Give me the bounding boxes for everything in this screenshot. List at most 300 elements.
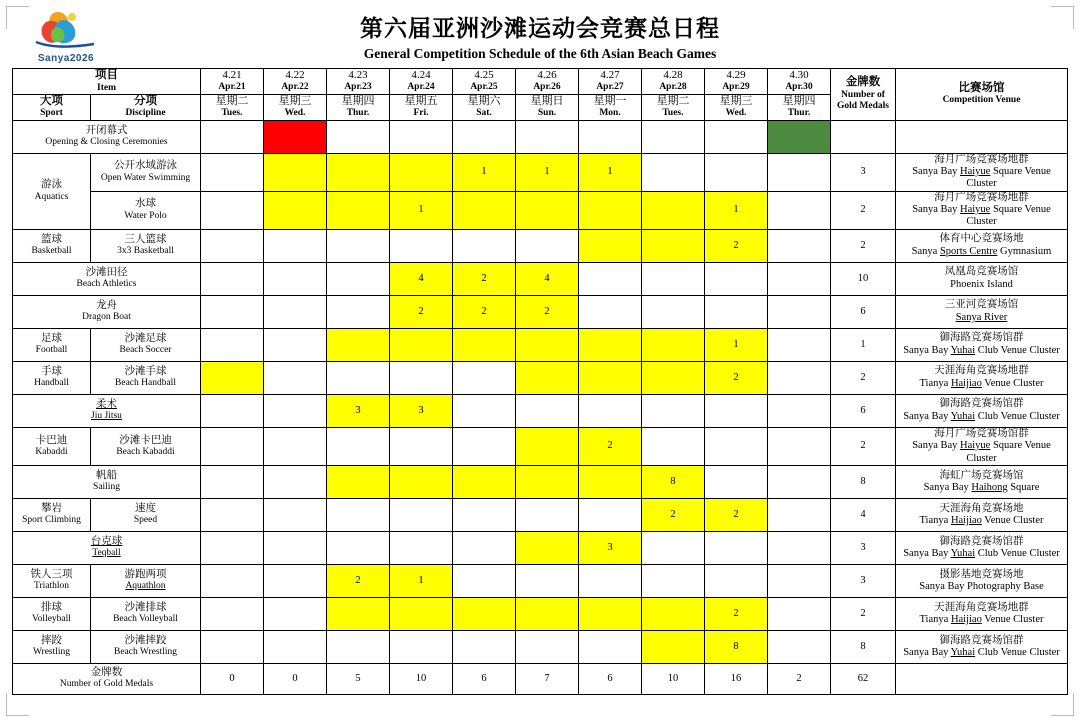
gold-medal-count: 10: [831, 262, 896, 295]
daily-gold-total-day-1: 0: [201, 663, 264, 694]
schedule-cell-day-8: 8: [642, 465, 705, 498]
schedule-cell-day-2: [264, 295, 327, 328]
venue-cell: [896, 630, 1068, 663]
schedule-cell-day-6: [516, 229, 579, 262]
grand-total-gold: 62: [831, 663, 896, 694]
daily-gold-total-day-4: 10: [390, 663, 453, 694]
table-header: [13, 69, 1068, 121]
table-row: [13, 394, 1068, 427]
schedule-cell-day-4: 1: [390, 564, 453, 597]
row-name-cell: [13, 120, 201, 153]
venue-cn: 御海路竞赛场馆群: [939, 535, 1024, 547]
daily-gold-total-day-8: 10: [642, 663, 705, 694]
header-date-5: 4.26 Apr.26: [516, 69, 579, 95]
venue-en: Sanya River: [955, 311, 1008, 323]
games-logo: [22, 8, 110, 66]
table-row: [13, 295, 1068, 328]
discipline-en: Beach Handball: [115, 378, 176, 389]
row-name-en: Sailing: [93, 482, 120, 493]
schedule-cell-day-7: [579, 498, 642, 531]
daily-gold-total-day-3: 5: [327, 663, 390, 694]
row-name-cell: [13, 394, 201, 427]
table-row: [13, 564, 1068, 597]
schedule-cell-day-4: [390, 630, 453, 663]
schedule-cell-day-5: 2: [453, 295, 516, 328]
table-row: [13, 597, 1068, 630]
header-sport: 大项 Sport: [13, 94, 91, 120]
venue-en: Sanya Bay Yuhai Club Venue Cluster: [903, 646, 1060, 658]
schedule-cell-day-1: [201, 597, 264, 630]
row-name-en: Teqball: [92, 548, 121, 559]
row-name-cn: 龙舟: [96, 299, 117, 311]
gold-medal-count: 4: [831, 498, 896, 531]
sport-cn: 卡巴迪: [35, 434, 68, 446]
discipline-cell: [91, 229, 201, 262]
schedule-cell-day-9: [705, 262, 768, 295]
total-label-cell: [13, 663, 201, 694]
header-date-6: 4.27 Apr.27: [579, 69, 642, 95]
sport-en: Aquatics: [34, 191, 69, 202]
discipline-cell: [91, 427, 201, 465]
schedule-cell-day-6: 2: [516, 295, 579, 328]
venue-cell: [896, 262, 1068, 295]
header-row-dates: [13, 69, 1068, 95]
schedule-cell-day-2: [264, 465, 327, 498]
corner-mark-bottom-left: [6, 693, 29, 716]
schedule-cell-day-1: [201, 153, 264, 191]
venue-cell: [896, 498, 1068, 531]
schedule-cell-day-9: 1: [705, 191, 768, 229]
discipline-en: 3x3 Basketball: [117, 246, 174, 257]
header-item-en: Item: [97, 82, 116, 93]
schedule-cell-day-3: 2: [327, 564, 390, 597]
venue-cell: [896, 531, 1068, 564]
schedule-cell-day-8: [642, 191, 705, 229]
venue-cell: [896, 328, 1068, 361]
table-row: [13, 427, 1068, 465]
table-row: [13, 120, 1068, 153]
schedule-cell-day-10: [768, 531, 831, 564]
sport-cell: [13, 361, 91, 394]
header-gold-medals: 金牌数 Number of Gold Medals: [831, 69, 896, 121]
logo-wordmark: Sanya2026: [37, 53, 95, 64]
schedule-cell-day-5: [453, 394, 516, 427]
schedule-cell-day-8: [642, 564, 705, 597]
table-row: [13, 630, 1068, 663]
schedule-cell-day-10: [768, 394, 831, 427]
discipline-cell: [91, 153, 201, 191]
row-name-en: Beach Athletics: [76, 279, 137, 290]
row-name-en: Opening & Closing Ceremonies: [45, 137, 168, 148]
schedule-cell-day-5: [453, 630, 516, 663]
schedule-cell-day-10: [768, 328, 831, 361]
schedule-cell-day-4: [390, 120, 453, 153]
sport-en: Triathlon: [33, 581, 70, 592]
schedule-cell-day-8: [642, 295, 705, 328]
schedule-cell-day-10: [768, 427, 831, 465]
schedule-cell-day-8: [642, 427, 705, 465]
row-name-en: Jiu Jitsu: [91, 411, 122, 422]
schedule-cell-day-3: [327, 120, 390, 153]
schedule-cell-day-10: [768, 597, 831, 630]
header-weekday-8: 星期三 Wed.: [705, 94, 768, 120]
schedule-cell-day-8: [642, 153, 705, 191]
venue-en: Phoenix Island: [950, 278, 1013, 290]
schedule-cell-day-9: [705, 120, 768, 153]
schedule-cell-day-8: [642, 630, 705, 663]
schedule-cell-day-3: [327, 465, 390, 498]
discipline-cell: [91, 498, 201, 531]
discipline-cn: 速度: [135, 503, 156, 515]
schedule-cell-day-10: [768, 153, 831, 191]
schedule-cell-day-9: [705, 427, 768, 465]
schedule-cell-day-10: [768, 262, 831, 295]
venue-cn: 海月广场竞赛场地群: [934, 191, 1029, 203]
schedule-cell-day-5: [453, 564, 516, 597]
schedule-cell-day-7: [579, 120, 642, 153]
schedule-cell-day-10: [768, 361, 831, 394]
total-label-en: Number of Gold Medals: [59, 679, 154, 690]
schedule-cell-day-3: [327, 262, 390, 295]
venue-cn: 海虹广场竞赛场馆: [939, 469, 1024, 481]
schedule-cell-day-7: 3: [579, 531, 642, 564]
schedule-cell-day-1: [201, 328, 264, 361]
schedule-cell-day-5: [453, 465, 516, 498]
schedule-cell-day-9: 2: [705, 597, 768, 630]
schedule-cell-day-9: 2: [705, 498, 768, 531]
venue-en: Sanya Bay Haiyue Square Venue Cluster: [912, 204, 1051, 228]
sport-cn: 攀岩: [41, 503, 62, 515]
discipline-en: Beach Volleyball: [113, 614, 178, 625]
gold-medal-count: 2: [831, 427, 896, 465]
row-name-cell: [13, 465, 201, 498]
discipline-cn: 沙滩手球: [124, 365, 167, 377]
venue-en: Sanya Bay Haiyue Square Venue Cluster: [912, 440, 1051, 464]
daily-gold-total-day-10: 2: [768, 663, 831, 694]
table-row: [13, 531, 1068, 564]
schedule-cell-day-1: [201, 630, 264, 663]
discipline-cn: 公开水域游泳: [114, 160, 177, 172]
schedule-cell-day-4: 3: [390, 394, 453, 427]
schedule-cell-day-4: 4: [390, 262, 453, 295]
schedule-cell-day-7: [579, 465, 642, 498]
schedule-cell-day-7: [579, 361, 642, 394]
schedule-cell-day-1: [201, 361, 264, 394]
schedule-cell-day-2: [264, 361, 327, 394]
discipline-cell: [91, 361, 201, 394]
sport-en: Handball: [34, 378, 69, 389]
sport-cn: 足球: [41, 332, 62, 344]
schedule-cell-day-3: [327, 498, 390, 531]
row-name-cell: [13, 262, 201, 295]
header-weekday-2: 星期四 Thur.: [327, 94, 390, 120]
schedule-cell-day-4: [390, 153, 453, 191]
gold-medal-count: 2: [831, 229, 896, 262]
schedule-cell-day-10: [768, 191, 831, 229]
schedule-cell-day-5: 2: [453, 262, 516, 295]
gold-medal-count: 3: [831, 531, 896, 564]
discipline-cn: 沙滩摔跤: [124, 635, 167, 647]
schedule-cell-day-1: [201, 564, 264, 597]
schedule-cell-day-8: [642, 120, 705, 153]
sport-cn: 手球: [41, 365, 62, 377]
header-date-4: 4.25 Apr.25: [453, 69, 516, 95]
discipline-cell: [91, 564, 201, 597]
schedule-cell-day-6: 4: [516, 262, 579, 295]
schedule-cell-day-7: [579, 630, 642, 663]
page-title-cn: 第六届亚洲沙滩运动会竞赛总日程: [360, 16, 720, 41]
venue-cell: [896, 191, 1068, 229]
schedule-cell-day-5: [453, 191, 516, 229]
sport-en: Volleyball: [32, 614, 71, 625]
venue-cn: 天涯海角竞赛场地: [939, 502, 1024, 514]
schedule-cell-day-2: [264, 229, 327, 262]
schedule-cell-day-2: [264, 498, 327, 531]
venue-cell: [896, 295, 1068, 328]
schedule-cell-day-2: [264, 630, 327, 663]
venue-cn: 凤凰岛竞赛场馆: [944, 266, 1019, 278]
schedule-cell-day-4: 2: [390, 295, 453, 328]
page-title-en: General Competition Schedule of the 6th Asian Beach Games: [363, 46, 717, 61]
gold-medal-count: 8: [831, 465, 896, 498]
header-venue: 比赛场馆 Competition Venue: [896, 69, 1068, 121]
row-name-en: Dragon Boat: [82, 312, 131, 323]
header-date-8: 4.29 Apr.29: [705, 69, 768, 95]
table-row: [13, 153, 1068, 191]
header-weekday-4: 星期六 Sat.: [453, 94, 516, 120]
sport-cell: [13, 630, 91, 663]
discipline-cn: 水球: [135, 198, 156, 210]
sport-en: Wrestling: [32, 647, 71, 658]
schedule-cell-day-1: [201, 531, 264, 564]
schedule-cell-day-8: [642, 328, 705, 361]
competition-schedule-table: [12, 68, 1068, 695]
schedule-cell-day-7: [579, 328, 642, 361]
schedule-cell-day-7: [579, 394, 642, 427]
schedule-cell-day-4: [390, 361, 453, 394]
daily-gold-total-day-9: 16: [705, 663, 768, 694]
schedule-cell-day-5: [453, 120, 516, 153]
schedule-cell-day-1: [201, 465, 264, 498]
schedule-cell-day-5: [453, 328, 516, 361]
venue-en: Tianya Haijiao Venue Cluster: [919, 514, 1044, 526]
schedule-cell-day-6: [516, 328, 579, 361]
discipline-en: Aquathlon: [125, 581, 166, 592]
row-name-cn: 台克球: [90, 536, 123, 548]
schedule-cell-day-4: [390, 427, 453, 465]
sport-cell: [13, 153, 91, 229]
schedule-cell-day-4: 1: [390, 191, 453, 229]
schedule-cell-day-9: [705, 295, 768, 328]
discipline-cell: [91, 191, 201, 229]
schedule-cell-day-8: [642, 262, 705, 295]
schedule-cell-day-1: [201, 191, 264, 229]
row-name-cell: [13, 531, 201, 564]
venue-en: Sanya Bay Yuhai Club Venue Cluster: [903, 547, 1060, 559]
gold-medal-count: 2: [831, 597, 896, 630]
venue-cn: 三亚河竞赛场馆: [944, 299, 1019, 311]
schedule-cell-day-6: [516, 498, 579, 531]
schedule-cell-day-1: [201, 394, 264, 427]
venue-cn: 御海路竞赛场馆群: [939, 634, 1024, 646]
venue-cn: 御海路竞赛场馆群: [939, 332, 1024, 344]
schedule-cell-day-4: [390, 465, 453, 498]
schedule-cell-day-8: [642, 361, 705, 394]
discipline-en: Beach Soccer: [119, 345, 172, 356]
table-body: [13, 120, 1068, 694]
discipline-cn: 沙滩足球: [124, 332, 167, 344]
header-date-9: 4.30 Apr.30: [768, 69, 831, 95]
schedule-cell-day-6: [516, 465, 579, 498]
schedule-cell-day-6: 1: [516, 153, 579, 191]
daily-gold-total-day-5: 6: [453, 663, 516, 694]
venue-cell: [896, 564, 1068, 597]
total-row: [13, 663, 1068, 694]
gold-medal-count: [831, 120, 896, 153]
total-label-cn: 金牌数: [90, 667, 123, 679]
schedule-cell-day-9: [705, 564, 768, 597]
schedule-cell-day-2: [264, 597, 327, 630]
schedule-cell-day-2: [264, 564, 327, 597]
schedule-cell-day-2: [264, 191, 327, 229]
sport-cell: [13, 229, 91, 262]
table-row: [13, 361, 1068, 394]
schedule-cell-day-6: [516, 120, 579, 153]
venue-cell: [896, 394, 1068, 427]
sport-cn: 摔跤: [41, 635, 62, 647]
schedule-cell-day-10: [768, 564, 831, 597]
schedule-cell-day-6: [516, 191, 579, 229]
discipline-cell: [91, 630, 201, 663]
venue-cell: [896, 229, 1068, 262]
gold-medal-count: 3: [831, 153, 896, 191]
schedule-cell-day-9: 8: [705, 630, 768, 663]
header-date-1: 4.22 Apr.22: [264, 69, 327, 95]
schedule-cell-day-2: [264, 262, 327, 295]
header-weekday-3: 星期五 Fri.: [390, 94, 453, 120]
schedule-cell-day-7: [579, 295, 642, 328]
schedule-cell-day-7: [579, 229, 642, 262]
venue-en: Sanya Bay Photography Base: [919, 580, 1044, 592]
header-date-3: 4.24 Apr.24: [390, 69, 453, 95]
schedule-cell-day-3: [327, 295, 390, 328]
schedule-cell-day-5: 1: [453, 153, 516, 191]
schedule-cell-day-5: [453, 498, 516, 531]
table-row: [13, 498, 1068, 531]
row-name-cn: 沙滩田径: [85, 266, 128, 278]
gold-medal-count: 1: [831, 328, 896, 361]
gold-medal-count: 2: [831, 361, 896, 394]
venue-cell: [896, 120, 1068, 153]
table-row: [13, 328, 1068, 361]
venue-cn: 天涯海角竞赛场地群: [934, 365, 1029, 377]
schedule-cell-day-2: [264, 531, 327, 564]
page-header: [0, 0, 1080, 68]
sport-cn: 铁人三项: [30, 569, 73, 581]
total-venue-cell: [896, 663, 1068, 694]
schedule-cell-day-8: [642, 531, 705, 564]
discipline-cn: 三人篮球: [124, 233, 167, 245]
schedule-cell-day-1: [201, 262, 264, 295]
sport-cn: 游泳: [41, 179, 62, 191]
schedule-cell-day-3: [327, 191, 390, 229]
schedule-cell-day-7: [579, 597, 642, 630]
schedule-cell-day-7: 2: [579, 427, 642, 465]
venue-cn: 海月广场竞赛场馆群: [934, 427, 1029, 439]
sport-cn: 排球: [41, 602, 62, 614]
schedule-cell-day-1: [201, 120, 264, 153]
venue-cn: 御海路竞赛场馆群: [939, 398, 1024, 410]
schedule-cell-day-9: [705, 153, 768, 191]
venue-en: Sanya Sports Centre Gymnasium: [911, 245, 1052, 257]
schedule-cell-day-1: [201, 427, 264, 465]
schedule-cell-day-3: [327, 531, 390, 564]
venue-en: Sanya Bay Yuhai Club Venue Cluster: [903, 344, 1060, 356]
venue-cn: 摄影基地竞赛场地: [939, 568, 1024, 580]
schedule-cell-day-9: 1: [705, 328, 768, 361]
schedule-cell-day-6: [516, 361, 579, 394]
sport-cell: [13, 564, 91, 597]
gold-medal-count: 6: [831, 394, 896, 427]
schedule-cell-day-7: [579, 191, 642, 229]
table-row: [13, 191, 1068, 229]
venue-en: Tianya Haijiao Venue Cluster: [919, 613, 1044, 625]
header-date-2: 4.23 Apr.23: [327, 69, 390, 95]
header-weekday-7: 星期二 Tues.: [642, 94, 705, 120]
schedule-cell-day-3: 3: [327, 394, 390, 427]
venue-cell: [896, 427, 1068, 465]
schedule-cell-day-8: [642, 229, 705, 262]
schedule-cell-day-3: [327, 361, 390, 394]
schedule-cell-day-9: [705, 465, 768, 498]
schedule-cell-day-3: [327, 427, 390, 465]
schedule-cell-day-2: [264, 328, 327, 361]
header-weekday-1: 星期三 Wed.: [264, 94, 327, 120]
discipline-en: Open Water Swimming: [100, 172, 191, 183]
discipline-en: Beach Wrestling: [113, 647, 178, 658]
schedule-cell-day-5: [453, 531, 516, 564]
sport-en: Kabaddi: [35, 446, 68, 457]
venue-cell: [896, 361, 1068, 394]
header-weekday-5: 星期日 Sun.: [516, 94, 579, 120]
sport-en: Sport Climbing: [22, 515, 81, 526]
venue-cell: [896, 597, 1068, 630]
schedule-cell-day-6: [516, 394, 579, 427]
venue-cn: 体育中心竞赛场地: [939, 233, 1024, 245]
schedule-cell-day-5: [453, 597, 516, 630]
schedule-cell-day-9: [705, 394, 768, 427]
schedule-cell-day-9: 2: [705, 361, 768, 394]
schedule-cell-day-5: [453, 361, 516, 394]
row-name-cn: 柔术: [96, 398, 117, 410]
schedule-cell-day-4: [390, 597, 453, 630]
gold-medal-count: 2: [831, 191, 896, 229]
schedule-cell-day-8: [642, 394, 705, 427]
header-weekday-9: 星期四 Thur.: [768, 94, 831, 120]
schedule-cell-day-1: [201, 229, 264, 262]
venue-en: Sanya Bay Haihong Square: [923, 481, 1040, 493]
sport-cell: [13, 328, 91, 361]
schedule-cell-day-6: [516, 531, 579, 564]
daily-gold-total-day-2: 0: [264, 663, 327, 694]
schedule-cell-day-5: [453, 427, 516, 465]
schedule-cell-day-10: [768, 120, 831, 153]
sport-en: Basketball: [31, 246, 72, 257]
schedule-cell-day-5: [453, 229, 516, 262]
logo-emblem-icon: [22, 8, 108, 52]
discipline-en: Water Polo: [124, 210, 167, 221]
header-item-cn: 项目: [95, 69, 118, 81]
